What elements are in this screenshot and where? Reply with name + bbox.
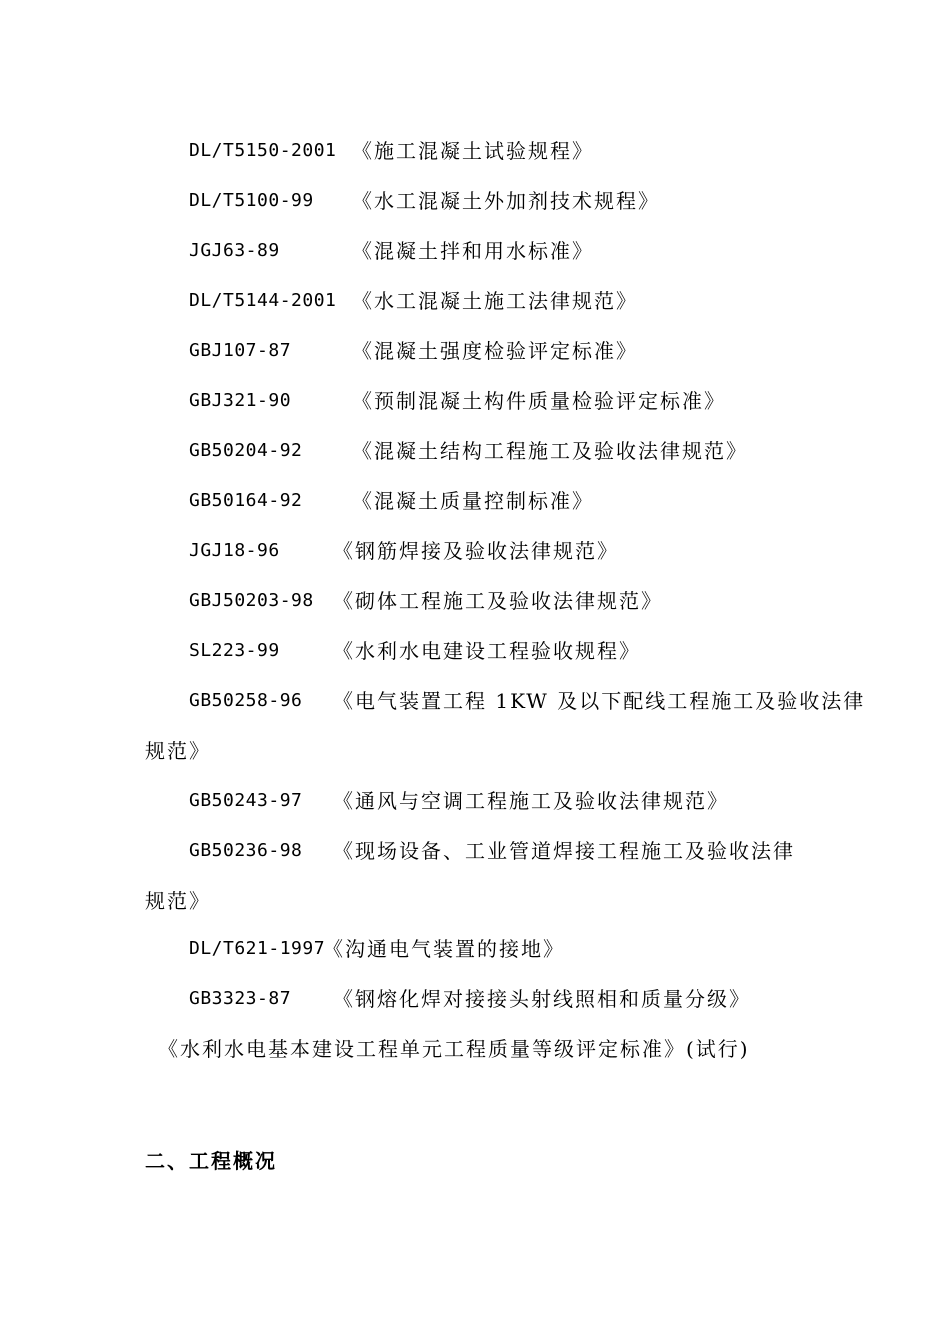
standard-title: 《钢筋焊接及验收法律规范》	[333, 539, 619, 563]
standard-title: 《沟通电气装置的接地》	[323, 937, 565, 961]
standard-code: GB50204-92	[189, 440, 303, 461]
standard-code: GB50258-96	[189, 690, 303, 711]
standard-code: JGJ63-89	[189, 240, 280, 261]
standard-title: 《电气装置工程 1KW 及以下配线工程施工及验收法律	[333, 689, 866, 713]
standard-title: 《水工混凝土施工法律规范》	[352, 289, 638, 313]
standard-title: 《混凝土质量控制标准》	[352, 489, 594, 513]
standard-code: DL/T5150-2001	[189, 140, 337, 161]
standard-title: 《水利水电基本建设工程单元工程质量等级评定标准》(试行)	[158, 1037, 750, 1061]
standard-code: GB50243-97	[189, 790, 303, 811]
standard-code: SL223-99	[189, 640, 280, 661]
standard-code: DL/T5144-2001	[189, 290, 337, 311]
standard-title: 《通风与空调工程施工及验收法律规范》	[333, 789, 729, 813]
standard-title-continuation: 规范》	[145, 889, 211, 913]
standard-code: DL/T621-1997	[189, 938, 326, 959]
standard-title: 《水利水电建设工程验收规程》	[333, 639, 641, 663]
standard-code: GB3323-87	[189, 988, 292, 1009]
standard-title: 《施工混凝土试验规程》	[352, 139, 594, 163]
standard-code: DL/T5100-99	[189, 190, 314, 211]
standard-code: GB50164-92	[189, 490, 303, 511]
standard-code: GBJ321-90	[189, 390, 292, 411]
standard-title: 《砌体工程施工及验收法律规范》	[333, 589, 663, 613]
standard-title: 《混凝土结构工程施工及验收法律规范》	[352, 439, 748, 463]
standard-title-continuation: 规范》	[145, 739, 211, 763]
standard-title: 《钢熔化焊对接接头射线照相和质量分级》	[333, 987, 751, 1011]
standard-title: 《混凝土强度检验评定标准》	[352, 339, 638, 363]
standard-code: JGJ18-96	[189, 540, 280, 561]
standard-code: GBJ107-87	[189, 340, 292, 361]
section-heading: 二、工程概况	[145, 1149, 277, 1173]
standard-title: 《混凝土拌和用水标准》	[352, 239, 594, 263]
standard-code: GBJ50203-98	[189, 590, 314, 611]
standard-title: 《现场设备、工业管道焊接工程施工及验收法律	[333, 839, 795, 863]
standard-title: 《水工混凝土外加剂技术规程》	[352, 189, 660, 213]
standard-title: 《预制混凝土构件质量检验评定标准》	[352, 389, 726, 413]
standard-code: GB50236-98	[189, 840, 303, 861]
